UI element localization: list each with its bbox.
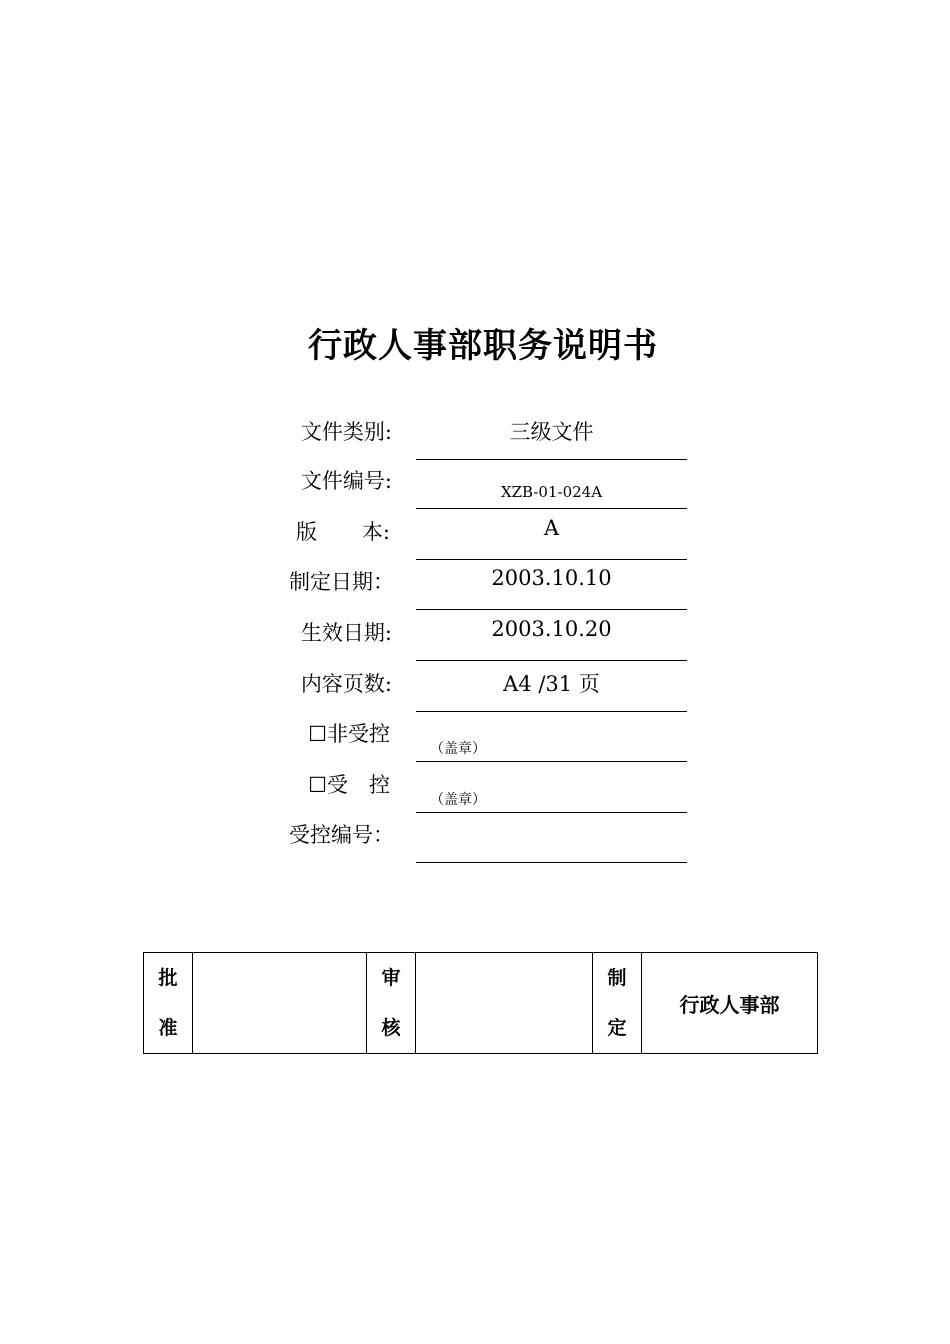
field-row-version (0, 510, 950, 560)
field-label: 受控编号： (289, 823, 394, 847)
field-label: 内容页数: (300, 672, 392, 696)
field-label-part: 本: (361, 520, 390, 544)
checkbox-icon[interactable]: ☐ (308, 722, 327, 746)
underline (416, 609, 687, 610)
header-char: 定 (607, 1017, 627, 1039)
field-value: A (543, 516, 560, 540)
underline (416, 508, 687, 509)
field-row-doc-number (0, 459, 950, 509)
option-label: 受 控 (327, 773, 390, 797)
controlled-option[interactable] (308, 769, 390, 799)
field-label: 文件编号: (300, 469, 392, 493)
signature-table (143, 952, 818, 1054)
document-title: 行政人事部职务说明书 (308, 326, 658, 366)
field-row-category (0, 410, 950, 460)
header-char: 审 (381, 967, 401, 989)
underline (416, 660, 687, 661)
prepare-header (593, 953, 642, 1054)
checkbox-icon[interactable]: ☐ (308, 773, 327, 797)
header-char: 制 (607, 967, 627, 989)
field-value: 2003.10.10 (491, 566, 612, 590)
approve-signature-cell[interactable] (193, 953, 367, 1054)
field-row-effective-date (0, 611, 950, 661)
field-value: XZB-01-024A (500, 483, 603, 501)
field-label: 制定日期： (289, 570, 394, 594)
underline (416, 862, 687, 863)
header-char: 批 (158, 967, 178, 989)
field-row-control-number (0, 813, 950, 863)
field-label-part: 版 (296, 520, 317, 544)
field-label: 文件类别: (300, 420, 392, 444)
field-label (296, 516, 390, 546)
review-header (367, 953, 416, 1054)
option-label: 非受控 (327, 722, 390, 746)
field-value: A4 /31 页 (503, 672, 600, 696)
field-row-controlled (0, 763, 950, 813)
field-value: 2003.10.20 (491, 617, 612, 641)
field-value: 三级文件 (509, 420, 594, 444)
stamp-note: （盖章） (430, 792, 486, 808)
field-row-created-date (0, 560, 950, 610)
review-signature-cell[interactable] (416, 953, 593, 1054)
header-char: 准 (158, 1017, 178, 1039)
approve-header (144, 953, 193, 1054)
header-char: 核 (381, 1017, 401, 1039)
stamp-note: （盖章） (430, 741, 486, 757)
field-row-uncontrolled (0, 712, 950, 762)
field-label: 生效日期: (300, 621, 392, 645)
uncontrolled-option[interactable] (308, 718, 390, 748)
prepared-by-department: 行政人事部 (642, 953, 818, 1054)
field-row-page-count (0, 662, 950, 712)
underline (416, 761, 687, 762)
